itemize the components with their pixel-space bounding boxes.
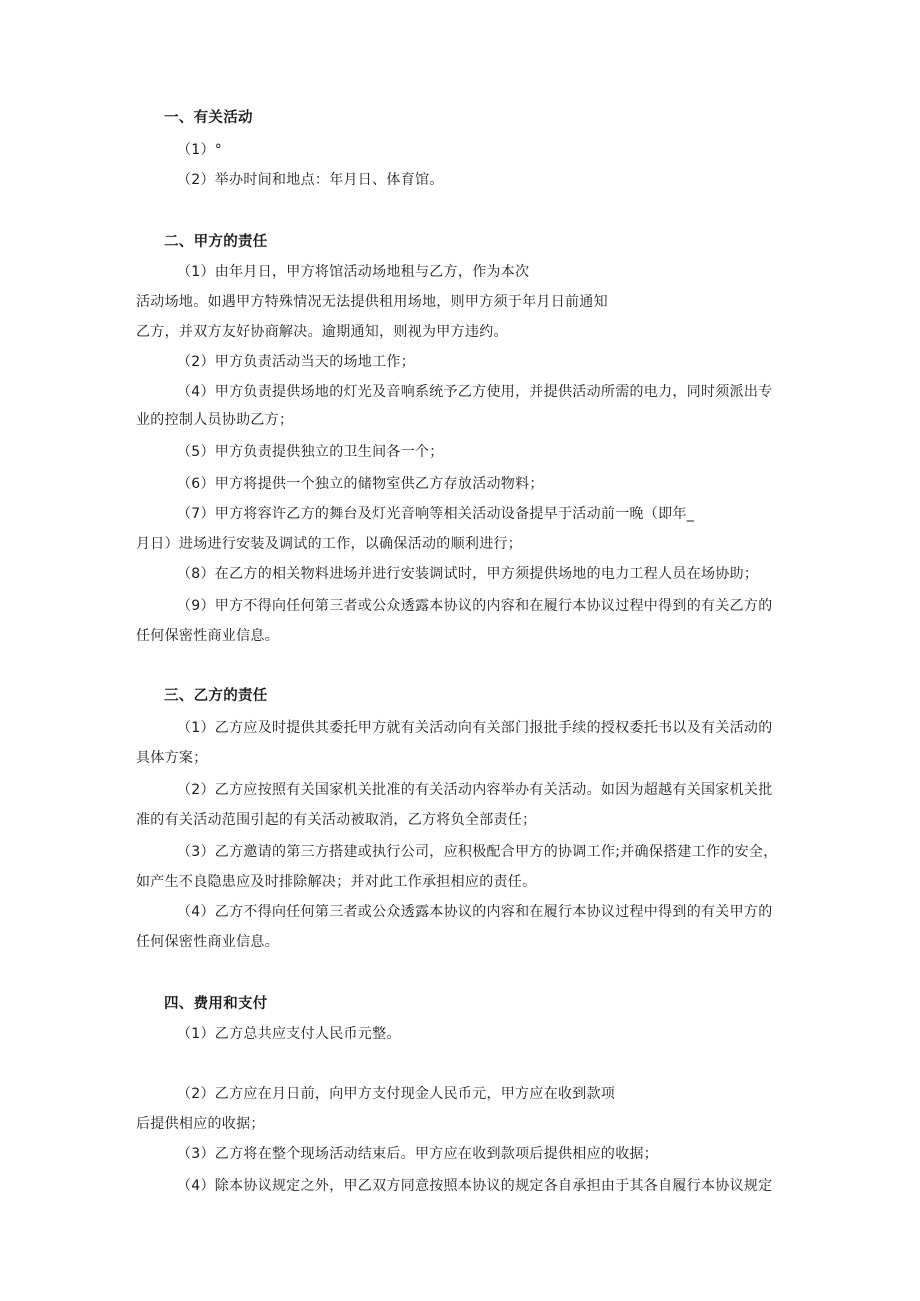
section-heading: 一、有关活动 [164, 110, 253, 126]
paragraph-line: 活动场地。如遇甲方特殊情况无法提供租用场地，则甲方须于年月日前通知 [136, 294, 608, 310]
paragraph-line: （2）举办时间和地点：年月日、体育馆。 [177, 172, 444, 188]
paragraph-line: 业的控制人员协助乙方； [136, 412, 294, 428]
section-heading: 四、费用和支付 [164, 996, 268, 1012]
paragraph-line: （5）甲方负责提供独立的卫生间各一个； [177, 444, 444, 460]
paragraph-line: （2）乙方应在月日前，向甲方支付现金人民币元，甲方应在收到款项 [177, 1086, 616, 1102]
paragraph-line: （3）乙方邀请的第三方搭建或执行公司，应积极配合甲方的协调工作;并确保搭建工作的安全， [177, 844, 778, 860]
paragraph-line: 具体方案； [136, 750, 208, 766]
paragraph-line: （1）° [177, 142, 223, 158]
paragraph-line: （7）甲方将容许乙方的舞台及灯光音响等相关活动设备提早于活动前一晚（即年_ [177, 506, 695, 522]
paragraph-line: 任何保密性商业信息。 [136, 628, 279, 644]
paragraph-line: （1）由年月日，甲方将馆活动场地租与乙方，作为本次 [177, 264, 530, 280]
paragraph-line: 后提供相应的收据； [136, 1116, 265, 1132]
paragraph-line: （4）除本协议规定之外，甲乙双方同意按照本协议的规定各自承担由于其各自履行本协议规定 [177, 1178, 773, 1194]
paragraph-line: 月日）进场进行安装及调试的工作，以确保活动的顺利进行； [136, 536, 523, 552]
paragraph-line: （4）甲方负责提供场地的灯光及音响系统予乙方使用，并提供活动所需的电力，同时须派出专 [177, 384, 773, 400]
paragraph-line: 乙方，并双方友好协商解决。逾期通知，则视为甲方违约。 [136, 324, 508, 340]
paragraph-line: （1）乙方应及时提供其委托甲方就有关活动向有关部门报批手续的授权委托书以及有关活动的 [177, 720, 773, 736]
paragraph-line: 任何保密性商业信息。 [136, 934, 279, 950]
paragraph-line: （2）乙方应按照有关国家机关批准的有关活动内容举办有关活动。如因为超越有关国家机关批 [177, 782, 773, 798]
paragraph-line: （2）甲方负责活动当天的场地工作； [177, 354, 416, 370]
paragraph-line: （4）乙方不得向任何第三者或公众透露本协议的内容和在履行本协议过程中得到的有关甲方的 [177, 904, 773, 920]
paragraph-line: （3）乙方将在整个现场活动结束后。甲方应在收到款项后提供相应的收据； [177, 1146, 659, 1162]
paragraph-line: （6）甲方将提供一个独立的储物室供乙方存放活动物料； [177, 476, 544, 492]
paragraph-line: （9）甲方不得向任何第三者或公众透露本协议的内容和在履行本协议过程中得到的有关乙方的 [177, 598, 773, 614]
paragraph-line: （1）乙方总共应支付人民币元整。 [177, 1026, 401, 1042]
section-heading: 二、甲方的责任 [164, 234, 268, 250]
section-heading: 三、乙方的责任 [164, 688, 268, 704]
paragraph-line: 如产生不良隐患应及时排除解决；并对此工作承担相应的责任。 [136, 874, 537, 890]
paragraph-line: （8）在乙方的相关物料进场并进行安装调试时，甲方须提供场地的电力工程人员在场协助； [177, 566, 759, 582]
paragraph-line: 准的有关活动范围引起的有关活动被取消，乙方将负全部责任； [136, 812, 537, 828]
